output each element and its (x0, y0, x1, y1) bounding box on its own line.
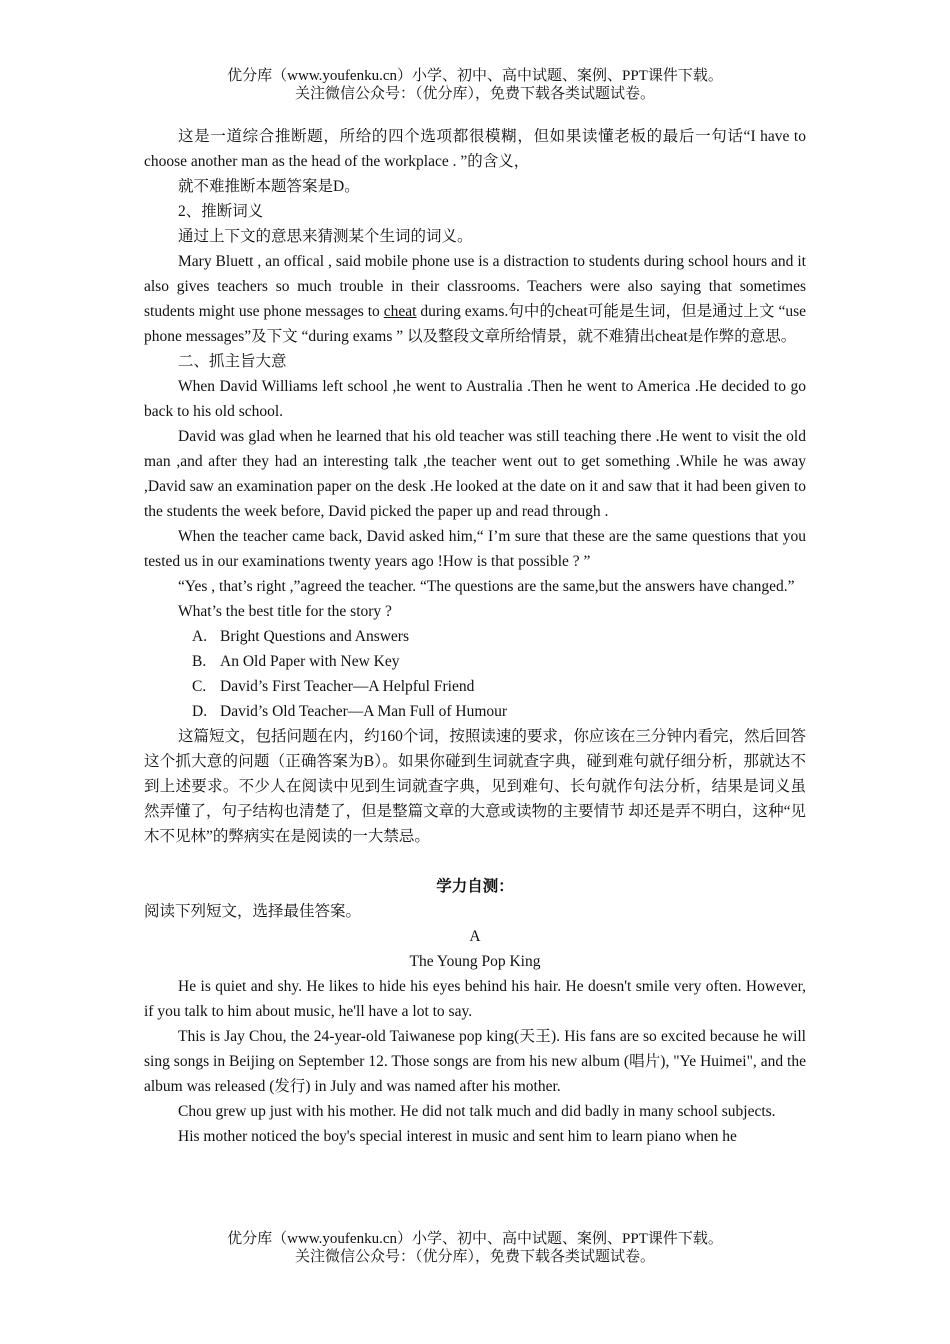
paragraph-david-3: When the teacher came back, David asked him,“ I’m sure that these are the same questions that you tested us in our examinations twenty years ago !How is that possible ? ” (144, 528, 806, 570)
option-a-text: Bright Questions and Answers (220, 628, 410, 645)
option-a (144, 624, 806, 649)
paragraph-guess-meaning: 通过上下文的意思来猜测某个生词的词义。 (178, 228, 473, 245)
option-d (144, 699, 806, 724)
option-a-letter: A. (192, 628, 208, 645)
header-line-2: 关注微信公众号：（优分库），免费下载各类试题试卷。 (294, 86, 655, 102)
document-body (144, 124, 806, 1149)
passage-paragraph-3: Chou grew up just with his mother. He did not talk much and did badly in many school subjects. (178, 1103, 776, 1120)
mary-bluett-text-after: during exams.句中的cheat可能是生词，但是通过上文 “use phone messages”及下文 “during exams ” 以及整段文章所给情景，就不难猜出cheat是作弊的意思。 (144, 303, 806, 345)
paragraph-inference-explanation: 这是一道综合推断题，所给的四个选项都很模糊，但如果读懂老板的最后一句话“I have to choose another man as the head of the workplace . ”的含义， (144, 128, 806, 170)
underlined-word-cheat: cheat (383, 303, 417, 320)
heading-main-idea: 二、抓主旨大意 (178, 353, 287, 370)
passage-title: The Young Pop King (409, 953, 541, 970)
option-d-letter: D. (192, 703, 208, 720)
paragraph-mary-bluett (144, 249, 806, 349)
footer-line-2: 关注微信公众号：（优分库），免费下载各类试题试卷。 (294, 1249, 655, 1265)
paragraph-reading-advice: 这篇短文，包括问题在内，约160个词，按照读速的要求，你应该在三分钟内看完，然后回答这个抓大意的问题（正确答案为B）。如果你碰到生词就查字典，碰到难句就仔细分析，那就达不到上述要求。不少人在阅读中见到生词就查字典，见到难句、长句就作句法分析，结果是词义虽然弄懂了，句子结构也清楚了，但是整篇文章的大意或读物的主要情节 却还是弄不明白，这种“见木不见林”的弊病实在是阅读的一大禁忌。 (144, 728, 806, 845)
option-c-text: David’s First Teacher—A Helpful Friend (220, 678, 475, 695)
paragraph-david-4: “Yes , that’s right ,”agreed the teacher. “The questions are the same,but the answers have changed.” (178, 578, 795, 595)
header-line-1: 优分库（www.youfenku.cn）小学、初中、高中试题、案例、PPT课件下载。 (227, 68, 723, 84)
section-title-self-test: 学力自测： (436, 878, 514, 895)
passage-letter: A (469, 928, 481, 945)
option-d-text: David’s Old Teacher—A Man Full of Humour (220, 703, 508, 720)
paragraph-david-2: David was glad when he learned that his old teacher was still teaching there .He went to visit the old man ,and after they had an interesting talk ,the teacher went out to get something .While he was away ,David saw an examination paper on the desk .He looked at the date on it and saw that it had been given to the students the week before, David picked the paper up and read through . (144, 428, 806, 520)
question-best-title: What’s the best title for the story ? (178, 603, 392, 620)
mary-bluett-text-before: Mary Bluett , an offical , said mobile phone use is a distraction to students during school hours and it also gives teachers so much trouble in their classrooms. Teachers were also saying that sometimes students might use phone messages to (144, 253, 806, 320)
spacer (144, 849, 806, 874)
page-header (0, 67, 950, 103)
passage-paragraph-1: He is quiet and shy. He likes to hide his eyes behind his hair. He doesn't smile very often. However, if you talk to him about music, he'll have a lot to say. (144, 978, 806, 1020)
passage-paragraph-4: His mother noticed the boy's special interest in music and sent him to learn piano when he (178, 1128, 737, 1145)
page-footer (0, 1230, 950, 1266)
option-c-letter: C. (192, 678, 207, 695)
option-c (144, 674, 806, 699)
option-b-text: An Old Paper with New Key (220, 653, 400, 670)
footer-line-1: 优分库（www.youfenku.cn）小学、初中、高中试题、案例、PPT课件下载。 (227, 1231, 723, 1247)
option-b-letter: B. (192, 653, 207, 670)
option-b (144, 649, 806, 674)
paragraph-david-1: When David Williams left school ,he went to Australia .Then he went to America .He decided to go back to his old school. (144, 378, 806, 420)
paragraph-answer-d: 就不难推断本题答案是D。 (178, 178, 360, 195)
passage-paragraph-2: This is Jay Chou, the 24-year-old Taiwanese pop king(天王). His fans are so excited because he will sing songs in Beijing on September 12. Those songs are from his new album (唱片), "Ye Huimei", and the album was released (发行) in July and was named after his mother. (144, 1028, 806, 1095)
heading-infer-word-meaning: 2、推断词义 (178, 203, 264, 220)
instruction-line: 阅读下列短文，选择最佳答案。 (144, 903, 362, 920)
